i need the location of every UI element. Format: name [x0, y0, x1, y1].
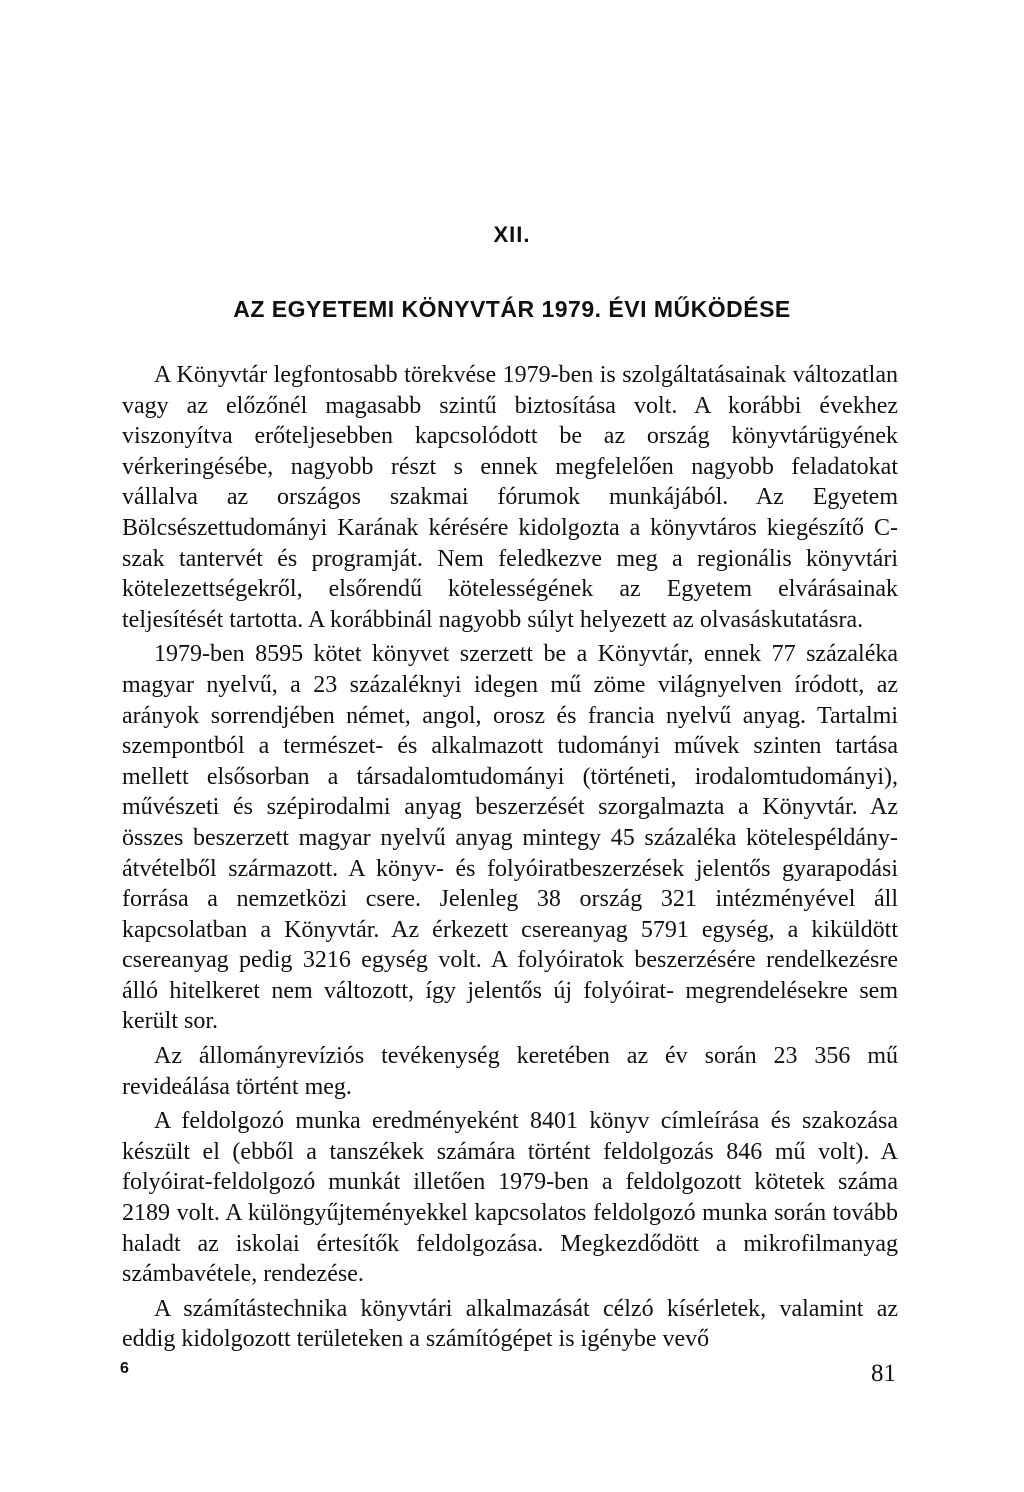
- body-text: [122, 360, 898, 1359]
- chapter-number: XII.: [493, 222, 531, 247]
- paragraph-revision: Az állományrevíziós tevékenység keretében az év során 23 356 mű revideálása történt meg.: [122, 1043, 898, 1100]
- printer-signature-mark: 6: [120, 1360, 129, 1377]
- chapter-title: AZ EGYETEMI KÖNYVTÁR 1979. ÉVI MŰKÖDÉSE: [233, 296, 791, 322]
- paragraph-acquisition: 1979-ben 8595 kötet könyvet szerzett be a Könyvtár, ennek 77 százaléka magyar nyelvű, a 23 százaléknyi idegen mű zöme világnyelven íródott, az arányok sorrendjében német, angol, orosz és francia nyelvű anyag. Tartalmi szempontból a természet- és alkalmazott tudományi művek szinten tartása mellett elsősorban a társadalomtudományi (történeti, irodalomtudományi), művészeti és szépirodalmi anyag beszerzését szorgalmazta a Könyvtár. Az összes beszerzett magyar nyelvű anyag mintegy 45 százaléka kötelespéldány-átvételből származott. A könyv- és folyóiratbeszerzések jelentős gyarapodási forrása a nemzetközi csere. Jelenleg 38 ország 321 intézményével áll kapcsolatban a Könyvtár. Az érkezett csereanyag 5791 egység, a kiküldött csereanyag pedig 3216 egység volt. A folyóiratok beszerzésére rendelkezésre álló hitelkeret nem változott, így jelentős új folyóirat- megrendelésekre sem került sor.: [122, 641, 898, 1035]
- paragraph-processing: A feldolgozó munka eredményeként 8401 könyv címleírása és szakozása készült el (ebből a tanszékek számára történt feldolgozás 846 mű volt). A folyóirat-feldolgozó munkát illetően 1979-ben a feldolgozott kötetek száma 2189 volt. A különgyűjteményekkel kapcsolatos feldolgozó munka során tovább haladt az iskolai értesítők feldolgozása. Megkezdődött a mikrofilmanyag számbavétele, rendezése.: [122, 1108, 898, 1288]
- page-number: 81: [871, 1360, 896, 1387]
- paragraph-intro: A Könyvtár legfontosabb törekvése 1979-ben is szolgáltatásainak változatlan vagy az előzőnél magasabb szintű biztosítása volt. A korábbi évekhez viszonyítva erőteljesebben kapcsolódott be az ország könyvtárügyének vérkeringésébe, nagyobb részt s ennek megfelelően nagyobb feladatokat vállalva az országos szakmai fórumok munkájából. Az Egyetem Bölcsészettudományi Karának kérésére kidolgozta a könyvtáros kiegészítő C-szak tantervét és programját. Nem feledkezve meg a regionális könyvtári kötelezettségekről, elsőrendű kötelességének az Egyetem elvárásainak teljesítését tartotta. A korábbinál nagyobb súlyt helyezett az olvasáskutatásra.: [122, 362, 898, 633]
- paragraph-computing: A számítástechnika könyvtári alkalmazását célzó kísérletek, valamint az eddig kidolgozott területeken a számítógépet is igénybe vevő: [122, 1295, 898, 1353]
